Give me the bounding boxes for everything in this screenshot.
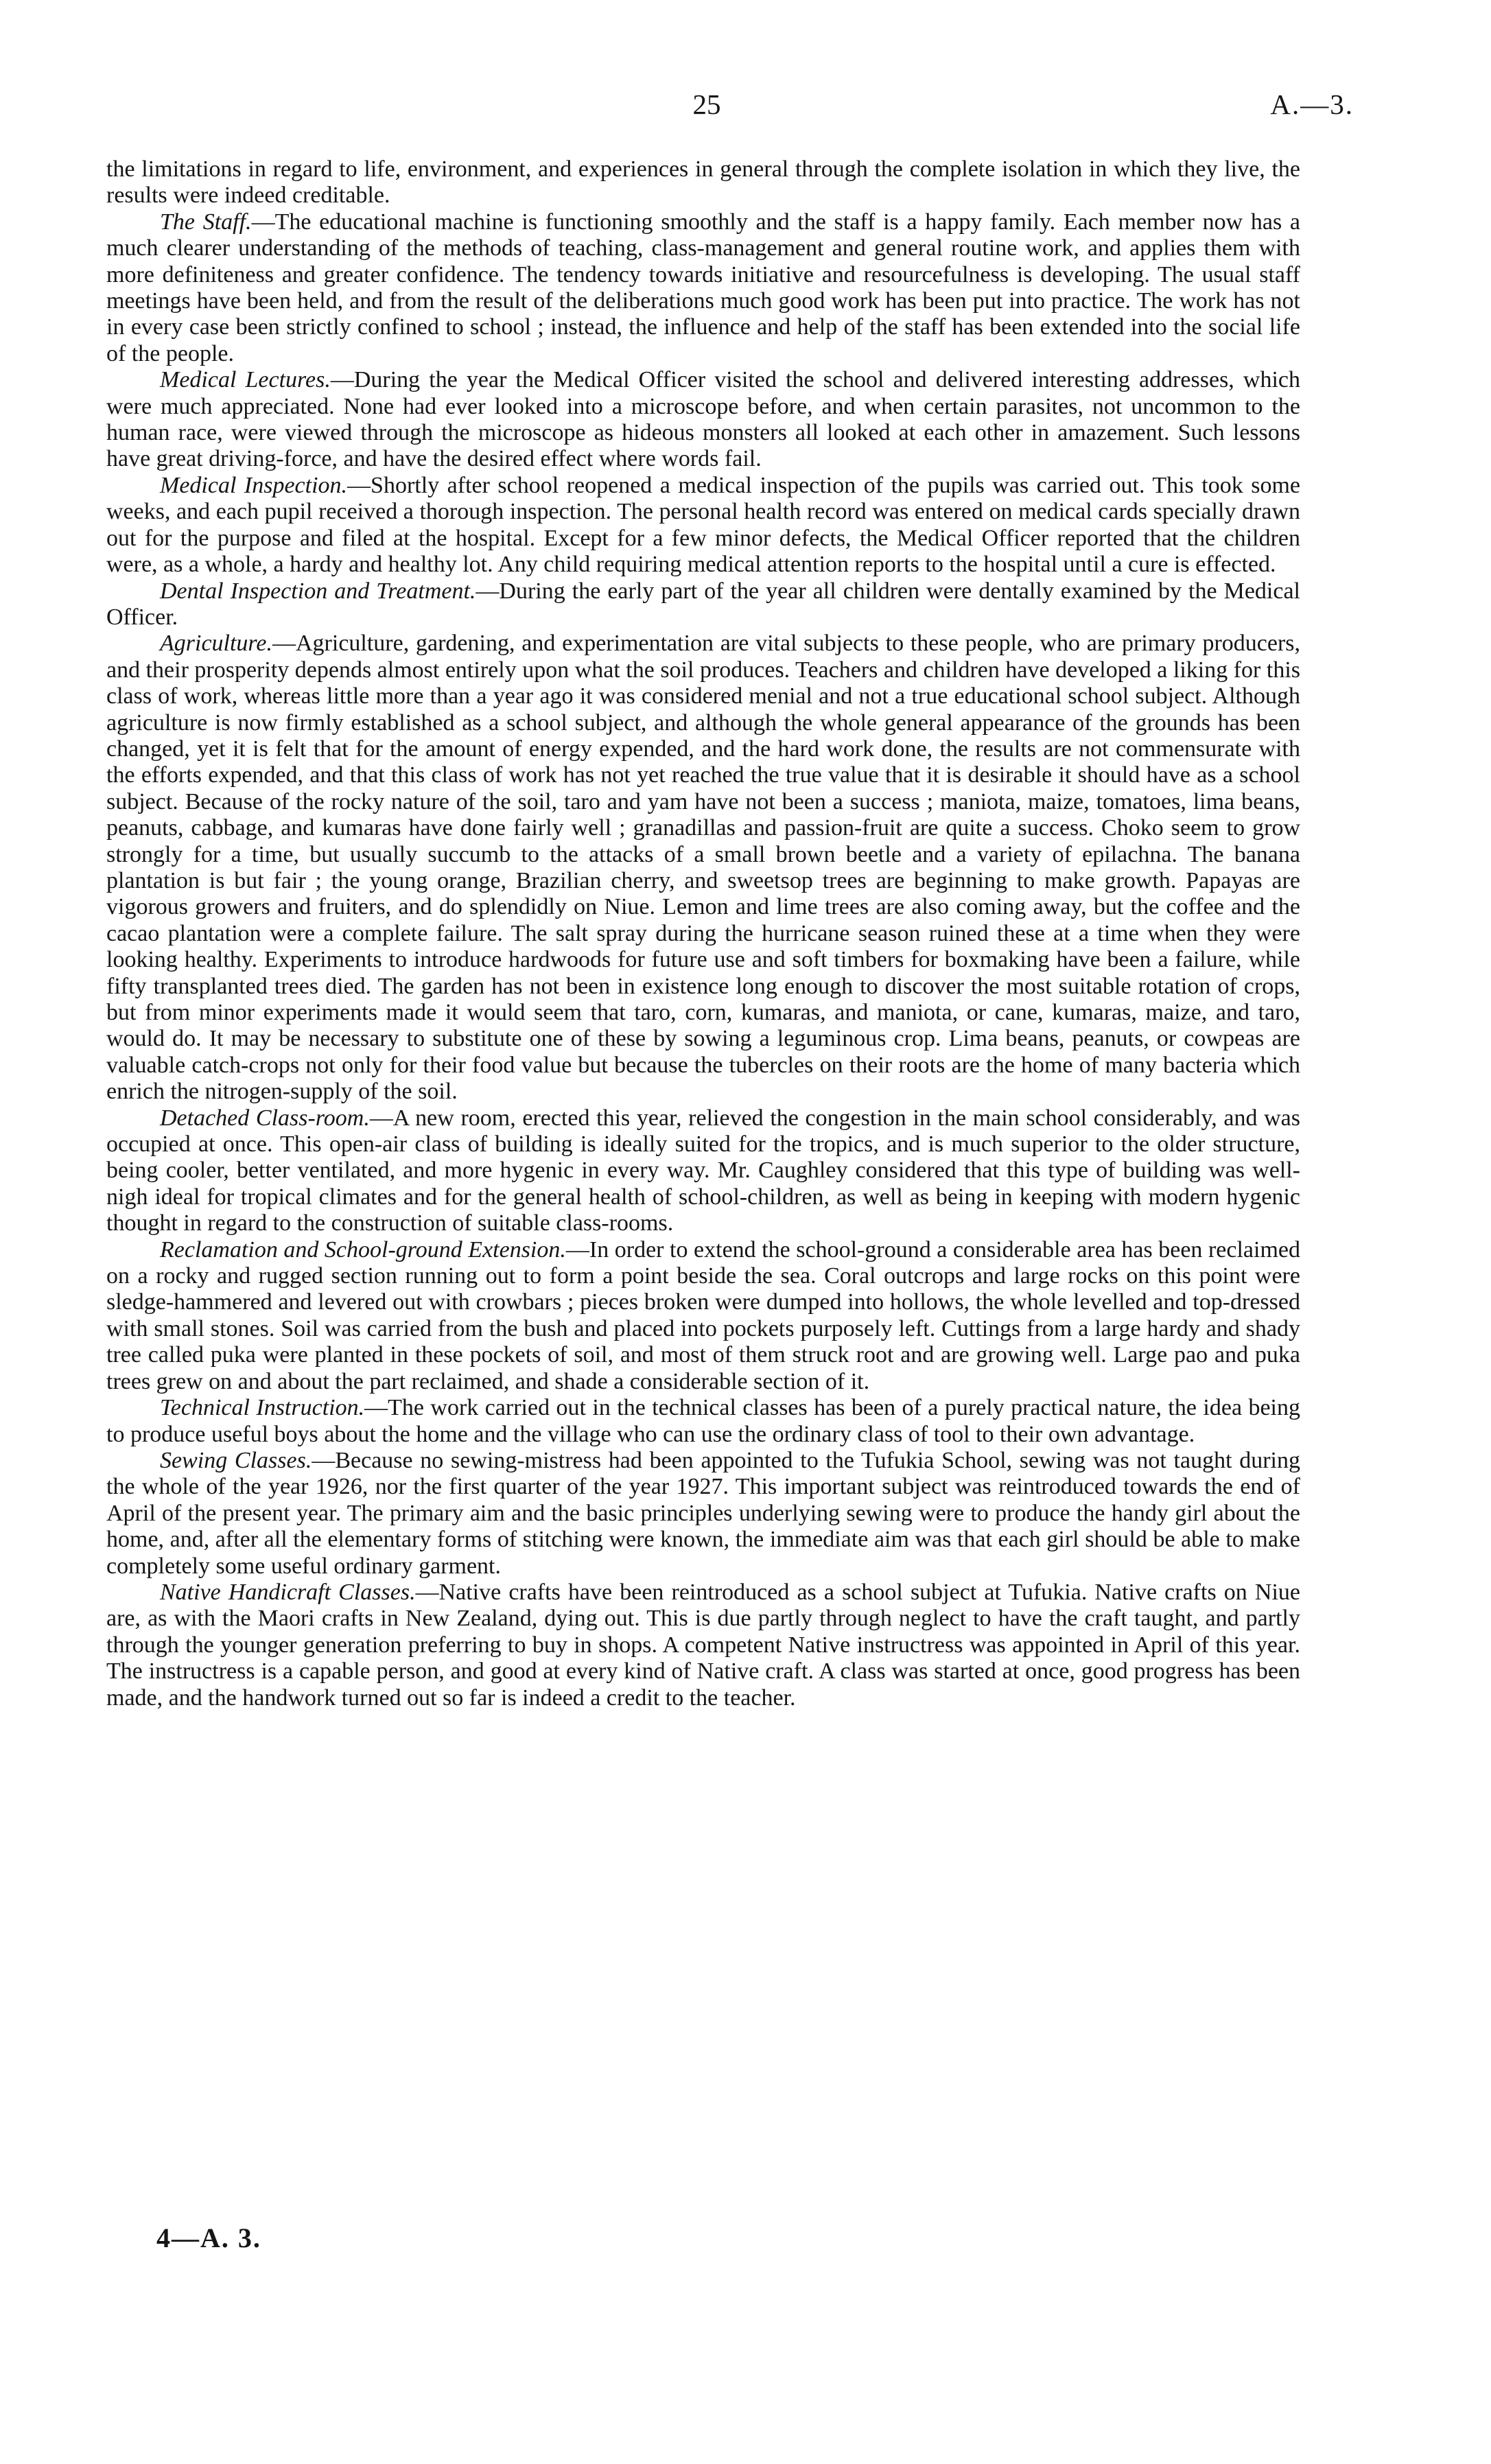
paragraph-heading: The Staff. — [160, 209, 252, 235]
paragraph-heading: Native Handicraft Classes. — [160, 1579, 416, 1605]
page-number: 25 — [692, 89, 721, 120]
paragraph-text: —Agriculture, gardening, and experimentation are vital subjects to these people, who are primary producers, and their prosperity depends almost entirely upon what the soil produces. Teachers and children have developed a liking for this class of work, whereas little more than a year ago it was considered menial and not a true educational school subject. Although agriculture is now firmly established as a school subject, and although the whole general appearance of the grounds has been changed, yet it is felt that for the amount of energy expended, and the hard work done, the results are not commensurate with the efforts expended, and that this class of work has not yet reached the true value that it is desirable it should have as a school subject. Because of the rocky nature of the soil, taro and yam have not been a success ; maniota, maize, tomatoes, lima beans, peanuts, cabbage, and kumaras have done fairly well ; granadillas and passion-fruit are quite a success. Choko seem to grow strongly for a time, but usually succumb to the attacks of a small brown beetle and a variety of epilachna. The banana plantation is but fair ; the young orange, Brazilian cherry, and sweetsop trees are beginning to make growth. Papayas are vigorous growers and fruiters, and do splendidly on Niue. Lemon and lime trees are also coming away, but the coffee and the cacao plantation were a complete failure. The salt spray during the hurricane season ruined these at a time when they were looking healthy. Experiments to introduce hardwoods for future use and soft timbers for boxmaking have been a failure, while fifty transplanted trees died. The garden has not been in existence long enough to discover the most suitable rotation of crops, but from minor experiments made it would seem that taro, corn, kumaras, and maniota, or cane, kumaras, maize, and taro, would do. It may be necessary to substitute one of these by sowing a leguminous crop. Lima beans, peanuts, or cowpeas are valuable catch-crops not only for their food value but because the tubercles on their roots are the home of many bacteria which enrich the nitrogen-supply of the soil. — [106, 631, 1300, 1105]
paragraph-staff — [106, 209, 1300, 367]
paragraph-text: the limitations in regard to life, environment, and experiences in general through the complete isolation in which they live, the results were indeed creditable. — [106, 156, 1300, 209]
document-reference: A.—3. — [1270, 89, 1354, 120]
paragraph-heading: Reclamation and School-ground Extension. — [160, 1236, 566, 1263]
paragraph-text: —Shortly after school reopened a medical inspection of the pupils was carried out. This took some weeks, and each pupil received a thorough inspection. The personal health record was entered on medical cards specially drawn out for the purpose and filed at the hospital. Except for a few minor defects, the Medical Officer reported that the children were, as a whole, a hardy and healthy lot. Any child requiring medical attention reports to the hospital until a cure is effected. — [106, 472, 1300, 578]
paragraph-text: —Native crafts have been reintroduced as a school subject at Tufukia. Native crafts on Niue are, as with the Maori crafts in New Zealand, dying out. This is due partly through neglect to have the craft taught, and partly through the younger generation preferring to buy in shops. A competent Native instructress was appointed in April of this year. The instructress is a capable person, and good at every kind of Native craft. A class was started at once, good progress has been made, and the handwork turned out so far is indeed a credit to the teacher. — [106, 1579, 1300, 1711]
paragraph-text: —Because no sewing-mistress had been appointed to the Tufukia School, sewing was not taught during the whole of the year 1926, nor the first quarter of the year 1927. This important subject was reintroduced towards the end of April of the present year. The primary aim and the basic principles underlying sewing were to produce the handy girl about the home, and, after all the elementary forms of stitching were known, the immediate aim was that each girl should be able to make completely some useful ordinary garment. — [106, 1447, 1300, 1579]
paragraph-heading: Sewing Classes. — [160, 1447, 312, 1473]
paragraph-medical-inspection — [106, 473, 1300, 578]
paragraph-heading: Detached Class-room. — [160, 1105, 370, 1131]
paragraph-dental-inspection — [106, 578, 1300, 631]
paragraph-text: —A new room, erected this year, relieved the congestion in the main school considerably, and was occupied at once. This open-air class of building is ideally suited for the tropics, and is much superior to the older structure, being cooler, better ventilated, and more hygenic in every way. Mr. Caughley considered that this type of building was well-nigh ideal for tropical climates and for the general health of school-children, as well as being in keeping with modern hygenic thought in regard to the construction of suitable class-rooms. — [106, 1105, 1300, 1236]
paragraph-text: —During the year the Medical Officer visited the school and delivered interesting addresses, which were much appreciated. None had ever looked into a microscope before, and when certain parasites, not uncommon to the human race, were viewed through the microscope as hideous monsters all looked at each other in amazement. Such lessons have great driving-force, and have the desired effect where words fail. — [106, 367, 1300, 472]
paragraph-text: —The educational machine is functioning smoothly and the staff is a happy family. Each member now has a much clearer understanding of the methods of teaching, class-management and general routine work, and applies them with more definiteness and greater confidence. The tendency towards initiative and resourcefulness is developing. The usual staff meetings have been held, and from the result of the deliberations much good work has been put into practice. The work has not in every case been strictly confined to school ; instead, the influence and help of the staff has been extended into the social life of the people. — [106, 209, 1301, 366]
paragraph-text: —During the early part of the year all children were dentally examined by the Medical Officer. — [106, 578, 1300, 630]
paragraph-technical-instruction — [106, 1395, 1300, 1448]
paragraph-text: —In order to extend the school-ground a considerable area has been reclaimed on a rocky and rugged section running out to form a point beside the sea. Coral outcrops and large rocks on this point were sledge-hammered and levered out with crowbars ; pieces broken were dumped into hollows, the whole levelled and top-dressed with small stones. Soil was carried from the bush and placed into pockets purposely left. Cuttings from a large hardy and shady tree called puka were planted in these pockets of soil, and most of them struck root and are growing well. Large pao and puka trees grew on and about the part reclaimed, and shade a considerable section of it. — [106, 1236, 1300, 1394]
paragraph-heading: Medical Lectures. — [160, 367, 331, 393]
paragraph-text: —The work carried out in the technical classes has been of a purely practical nature, the idea being to produce useful boys about the home and the village who can use the ordinary class of tool to their own advantage. — [106, 1395, 1300, 1447]
paragraph-native-handicraft — [106, 1580, 1300, 1711]
paragraph-detached-class-room — [106, 1105, 1300, 1237]
paragraph-agriculture — [106, 631, 1300, 1105]
paragraph-reclamation — [106, 1237, 1300, 1395]
paragraph-heading: Dental Inspection and Treatment. — [160, 578, 476, 604]
paragraph-medical-lectures — [106, 367, 1300, 473]
paragraph-heading: Medical Inspection. — [160, 472, 348, 498]
paragraph-heading: Agriculture. — [160, 631, 272, 657]
page-signature: 4—A. 3. — [156, 2222, 261, 2253]
paragraph-heading: Technical Instruction. — [160, 1395, 365, 1421]
paragraph-sewing-classes — [106, 1448, 1300, 1580]
body-text — [106, 156, 1300, 1711]
paragraph-continuation — [106, 156, 1300, 209]
